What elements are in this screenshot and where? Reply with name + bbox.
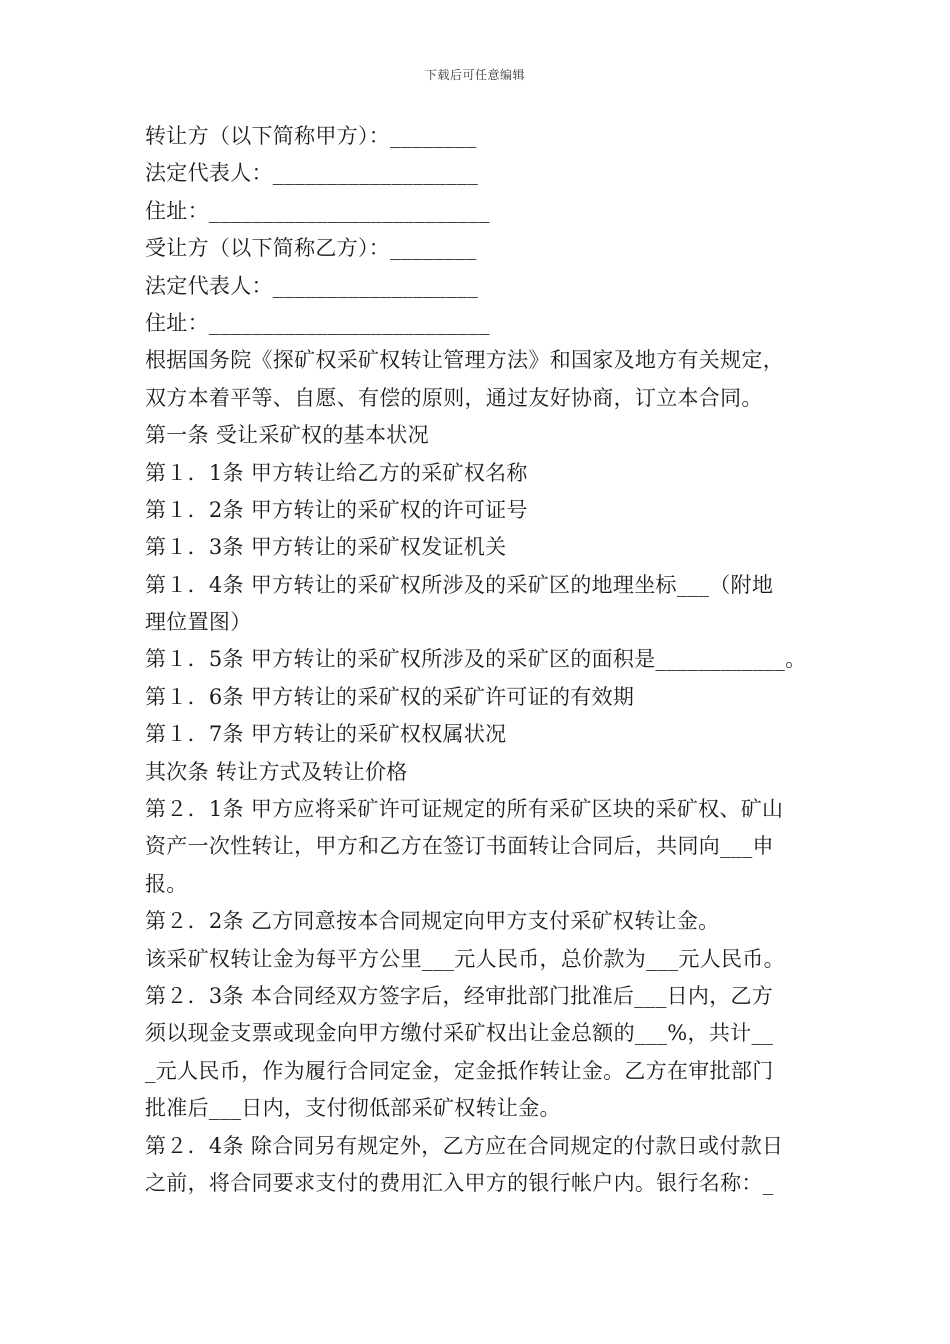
clause-2-2-price: 该采矿权转让金为每平方公里___元人民币，总价款为___元人民币。 <box>145 946 785 971</box>
clause-2-3-line-1: 第２．3条 本合同经双方签字后，经审批部门批准后___日内，乙方 <box>145 983 774 1008</box>
transferor-rep-line: 法定代表人：___________________ <box>145 161 478 186</box>
transferor-line: 转让方（以下简称甲方）：________ <box>145 124 477 148</box>
clause-1-3: 第１．3条 甲方转让的采矿权发证机关 <box>145 535 507 560</box>
transferee-rep-line: 法定代表人：___________________ <box>145 273 478 298</box>
preamble-line-2: 双方本着平等、自愿、有偿的原则，通过友好协商，订立本合同。 <box>145 385 763 410</box>
clause-1-2: 第１．2条 甲方转让的采矿权的许可证号 <box>145 497 528 522</box>
transferee-address-line: 住址：__________________________ <box>145 310 490 335</box>
transferee-line: 受让方（以下简称乙方）：________ <box>145 236 477 261</box>
transferor-address-line: 住址：__________________________ <box>145 198 490 223</box>
clause-1-1: 第１．1条 甲方转让给乙方的采矿权名称 <box>145 460 528 485</box>
clause-1-4-line-1: 第１．4条 甲方转让的采矿权所涉及的采矿区的地理坐标___（附地 <box>145 572 774 597</box>
contract-body <box>145 118 825 1202</box>
article-1-heading: 第一条 受让采矿权的基本状况 <box>145 423 429 448</box>
clause-2-2: 第２．2条 乙方同意按本合同规定向甲方支付采矿权转让金。 <box>145 909 720 934</box>
clause-2-3-line-4: 批准后___日内，支付彻低部采矿权转让金。 <box>145 1096 561 1121</box>
clause-1-6: 第１．6条 甲方转让的采矿权的采矿许可证的有效期 <box>145 684 635 709</box>
clause-2-3-line-2: 须以现金支票或现金向甲方缴付采矿权出让金总额的___%，共计__ <box>145 1021 774 1046</box>
clause-1-5: 第１．5条 甲方转让的采矿权所涉及的采矿区的面积是____________。 <box>145 647 807 672</box>
clause-2-3-line-3: _元人民币，作为履行合同定金，定金抵作转让金。乙方在审批部门 <box>145 1058 774 1083</box>
header-note: 下载后可任意编辑 <box>424 68 525 82</box>
clause-2-1-line-2: 资产一次性转让，甲方和乙方在签订书面转让合同后，共同向___申 <box>145 834 774 859</box>
preamble-line-1: 根据国务院《探矿权采矿权转让管理方法》和国家及地方有关规定， <box>145 348 784 373</box>
clause-1-7: 第１．7条 甲方转让的采矿权权属状况 <box>145 722 507 747</box>
article-2-heading: 其次条 转让方式及转让价格 <box>145 759 408 784</box>
clause-2-4-line-2: 之前，将合同要求支付的费用汇入甲方的银行帐户内。银行名称：_ <box>145 1170 774 1195</box>
clause-1-4-line-2: 理位置图） <box>145 610 252 635</box>
clause-2-4-line-1: 第２．4条 除合同另有规定外，乙方应在合同规定的付款日或付款日 <box>145 1133 784 1158</box>
clause-2-1-line-3: 报。 <box>145 871 188 896</box>
clause-2-1-line-1: 第２．1条 甲方应将采矿许可证规定的所有采矿区块的采矿权、矿山 <box>145 797 784 822</box>
